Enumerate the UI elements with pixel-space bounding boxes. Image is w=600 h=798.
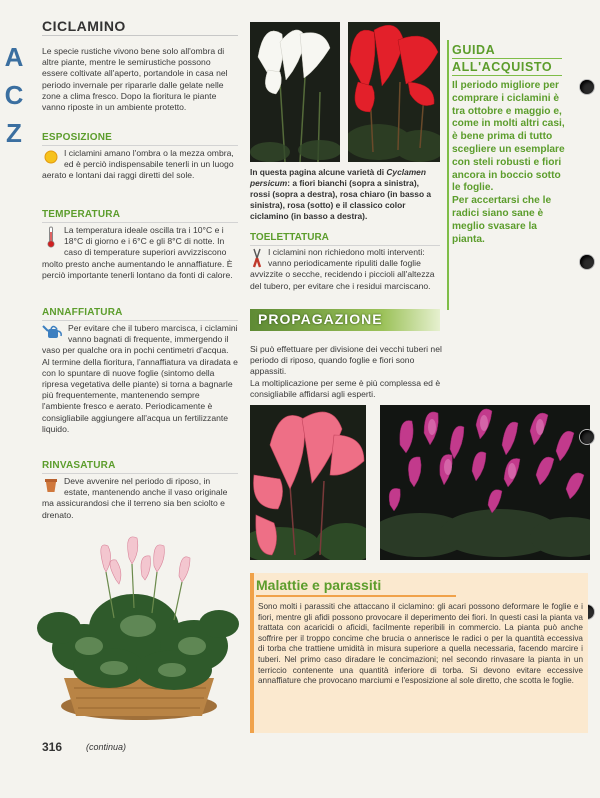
white-cyclamen-photo [250, 22, 340, 162]
propagazione-body [250, 344, 445, 400]
guide-heading [452, 42, 562, 76]
light-pink-cyclamen-photo [250, 405, 366, 560]
red-cyclamen-photo [348, 22, 440, 162]
page-number: 316 [42, 740, 63, 754]
intro-text: Le specie rustiche vivono bene solo all'ombra di altre piante, mentre le semirustiche possono essere coltivate all'aperto, portandole in casa nel periodo invernale per ripararle dalle gelate nelle zone a clima fresco. Dopo la fioritura le piante vanno riposte in un ambiente protetto. [42, 46, 228, 113]
esposizione-heading: ESPOSIZIONE [42, 132, 112, 143]
temperatura-text: La temperatura ideale oscilla tra i 10°C e i 18°C di giorno e i 6°C e gli 8°C di notte. In caso di temperature superiori avvizziscono molto presto anche aumentando le annaffiature. È perciò importante tenerli lontano da fonti di calore. [42, 225, 233, 280]
diseases-heading: Malattie e parassiti [256, 577, 382, 593]
annaffiatura-body [42, 323, 238, 435]
rinvasatura-heading: RINVASATURA [42, 460, 116, 471]
watering-can-icon [42, 323, 64, 341]
pruning-shears-icon [250, 247, 264, 269]
page-title: CICLAMINO [42, 18, 126, 34]
temperatura-body [42, 225, 238, 281]
caption-lead: In questa pagina alcune varietà di [250, 167, 387, 177]
guide-text-2: Per accertarsi che le radici siano sane è meglio svasare la pianta. [452, 195, 552, 245]
annaffiatura-heading: ANNAFFIATURA [42, 307, 123, 318]
toelettatura-heading: TOELETTATURA [250, 232, 329, 243]
potted-cyclamen-photo [34, 528, 244, 730]
flower-pot-icon [42, 476, 60, 494]
guide-text-1: Il periodo migliore per comprare i ciclamini è tra ottobre e maggio e, come in molti altri casi, è bene prima di tutto scegliere un esemplare con steli robusti e fiori ancora in boccio sotto le foglie. [452, 80, 565, 194]
toelettatura-text: I ciclamini non richiedono molti interventi: vanno periodicamente ripuliti dalle foglie avvizzite o secche, recidendo i piccioli all'altezza del tubero, per evitare che i residui marciscano. [250, 247, 435, 291]
temperatura-heading: TEMPERATURA [42, 209, 121, 220]
diseases-divider [256, 595, 456, 597]
magenta-cyclamen-photo [380, 405, 590, 560]
toelettatura-body [250, 247, 440, 292]
annaffiatura-text: Per evitare che il tubero marcisca, i ciclamini vanno bagnati di frequente, immergendo il vaso per qualche ora in pochi centimetri d'acqua. Al termine della fioritura, l'annaffiatura va diradata e con lo spuntare di nuove foglie (sintomo della ripresa vegetativa delle piante) si torna a bagnarle più frequentemente, mantenendo sempre l'ambiente fresco e aerato. Periodicamente è consigliabile aggiungere all'acqua un fertilizzante liquido. [42, 323, 238, 434]
caption-species: Cyclamen persicum [250, 167, 426, 188]
title-divider [42, 35, 238, 36]
sun-icon [42, 148, 60, 166]
propagazione-text-1: Si può effettuare per divisione dei vecchi tuberi nel periodo di riposo, quando foglie e fiori sono appassiti. [250, 344, 442, 377]
alphabet-letter: Z [6, 118, 22, 148]
thermometer-icon [42, 225, 60, 249]
caption-rest: : a fiori bianchi (sopra a sinistra), rossi (sopra a destra), rosa chiaro (in basso a sinistra), rosa (sotto) e il classico color ciclamino (in basso a destra). [250, 178, 432, 221]
binder-hole [580, 430, 594, 444]
rinvasatura-text: Deve avvenire nel periodo di riposo, in estate, mantenendo anche il vaso originale ma assicurandosi che il terreno sia ben sciolto e drenato. [42, 476, 228, 520]
alphabet-tab [0, 38, 28, 152]
binder-hole [580, 255, 594, 269]
propagazione-heading: PROPAGAZIONE [250, 309, 440, 331]
continued-label: (continua) [86, 742, 127, 752]
alphabet-letter: A [4, 42, 24, 72]
esposizione-text: I ciclamini amano l'ombra o la mezza ombra, ed è perciò indispensabile tenerli in un luogo aerato e lontani dai raggi diretti del sole. [42, 148, 234, 181]
esposizione-body [42, 148, 238, 182]
guide-body [452, 80, 570, 246]
guide-heading-line1: GUIDA [452, 42, 562, 59]
rinvasatura-body [42, 476, 238, 521]
photo-caption [250, 167, 440, 222]
alphabet-letter: C [4, 80, 24, 110]
binder-hole [580, 80, 594, 94]
guide-divider [447, 40, 449, 310]
guide-heading-line2: ALL'ACQUISTO [452, 59, 562, 76]
propagazione-text-2: La moltiplicazione per seme è più complessa ed è consigliabile affidarsi agli esperti. [250, 377, 441, 399]
diseases-text: Sono molti i parassiti che attaccano il ciclamino: gli acari possono deformare le foglie e i fiori, mentre gli afidi possono provocare il deperimento dei fiori. In questi casi la pianta va trattata con acaricidi o aficidi, facilmente reperibili in commercio. La pianta può anche soffrire per il troppo concime che brucia o annerisce le radici o per la quantità eccessiva di torba che trattiene umidità in misura superiore a quella necessaria, facendo marcire i tuberi. Nel primo caso diradare le concimazioni; nel secondo rinvasare la pianta in un terriccio contenente una quantità inferiore di torba. Si devono evitare eccessive annaffiature che provocano marciumi e l'esposizione al sole diretto, che scotta le foglie. [258, 602, 583, 686]
